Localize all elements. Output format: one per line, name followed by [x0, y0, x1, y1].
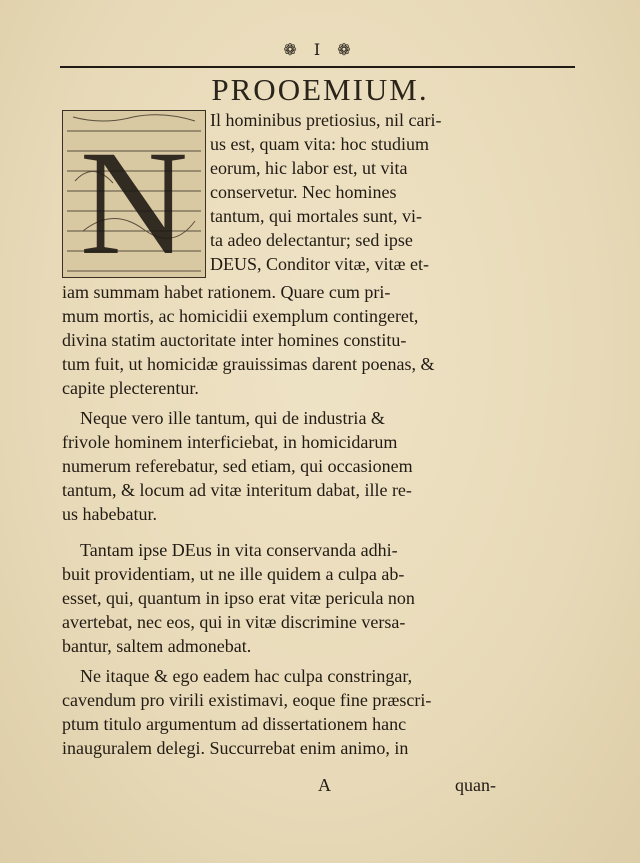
text-line: Il hominibus pretiosius, nil cari- — [210, 110, 442, 130]
page-title: PROOEMIUM. — [211, 72, 429, 107]
decorated-initial-n-icon — [62, 110, 206, 278]
text-line: mum mortis, ac homicidii exemplum contingeret, — [62, 306, 419, 326]
text-line: cavendum pro virili existimavi, eoque fine præscri- — [62, 690, 432, 710]
text-line: iam summam habet rationem. Quare cum pri- — [62, 282, 391, 302]
text-line: avertebat, nec eos, qui in vitæ discrimine versa- — [62, 612, 406, 632]
catchword: quan- — [455, 775, 496, 795]
text-line: tantum, qui mortales sunt, vi- — [210, 206, 422, 226]
text-line: ptum titulo argumentum ad dissertationem hanc — [62, 714, 407, 734]
text-line: Tantam ipse DEus in vita conservanda adhi- — [80, 540, 398, 560]
text-line: buit providentiam, ut ne ille quidem a culpa ab- — [62, 564, 405, 584]
text-line: capite plecterentur. — [62, 378, 199, 398]
text-line: divina statim auctoritate inter homines constitu- — [62, 330, 407, 350]
text-line: Ne itaque & ego eadem hac culpa constringar, — [80, 666, 413, 686]
text-line: esset, qui, quantum in ipso erat vitæ pericula non — [62, 588, 415, 608]
text-line: numerum referebatur, sed etiam, qui occasionem — [62, 456, 413, 476]
text-line: tum fuit, ut homicidæ grauissimas darent poenas, & — [62, 354, 435, 374]
text-line: ta adeo delectantur; sed ipse — [210, 230, 413, 250]
text-line: Neque vero ille tantum, qui de industria & — [80, 408, 385, 428]
text-line: us est, quam vita: hoc studium — [210, 134, 429, 154]
text-line: eorum, hic labor est, ut vita — [210, 158, 408, 178]
ornament-left-icon: ❁ — [283, 40, 303, 59]
text-line: conservetur. Nec homines — [210, 182, 397, 202]
ornament-right-icon: ❁ — [337, 40, 357, 59]
text-line: DEUS, Conditor vitæ, vitæ et- — [210, 254, 430, 274]
initial-letter: N — [79, 120, 189, 277]
signature-mark: A — [318, 775, 331, 795]
text-line: tantum, & locum ad vitæ interitum dabat, ille re- — [62, 480, 412, 500]
text-line: bantur, saltem admonebat. — [62, 636, 252, 656]
text-line: us habebatur. — [62, 504, 157, 524]
text-line: frivole hominem interficiebat, in homicidarum — [62, 432, 398, 452]
text-line: inauguralem delegi. Succurrebat enim animo, in — [62, 738, 409, 758]
running-head — [0, 40, 640, 59]
header-rule — [60, 66, 575, 68]
page-number: I — [313, 40, 327, 59]
